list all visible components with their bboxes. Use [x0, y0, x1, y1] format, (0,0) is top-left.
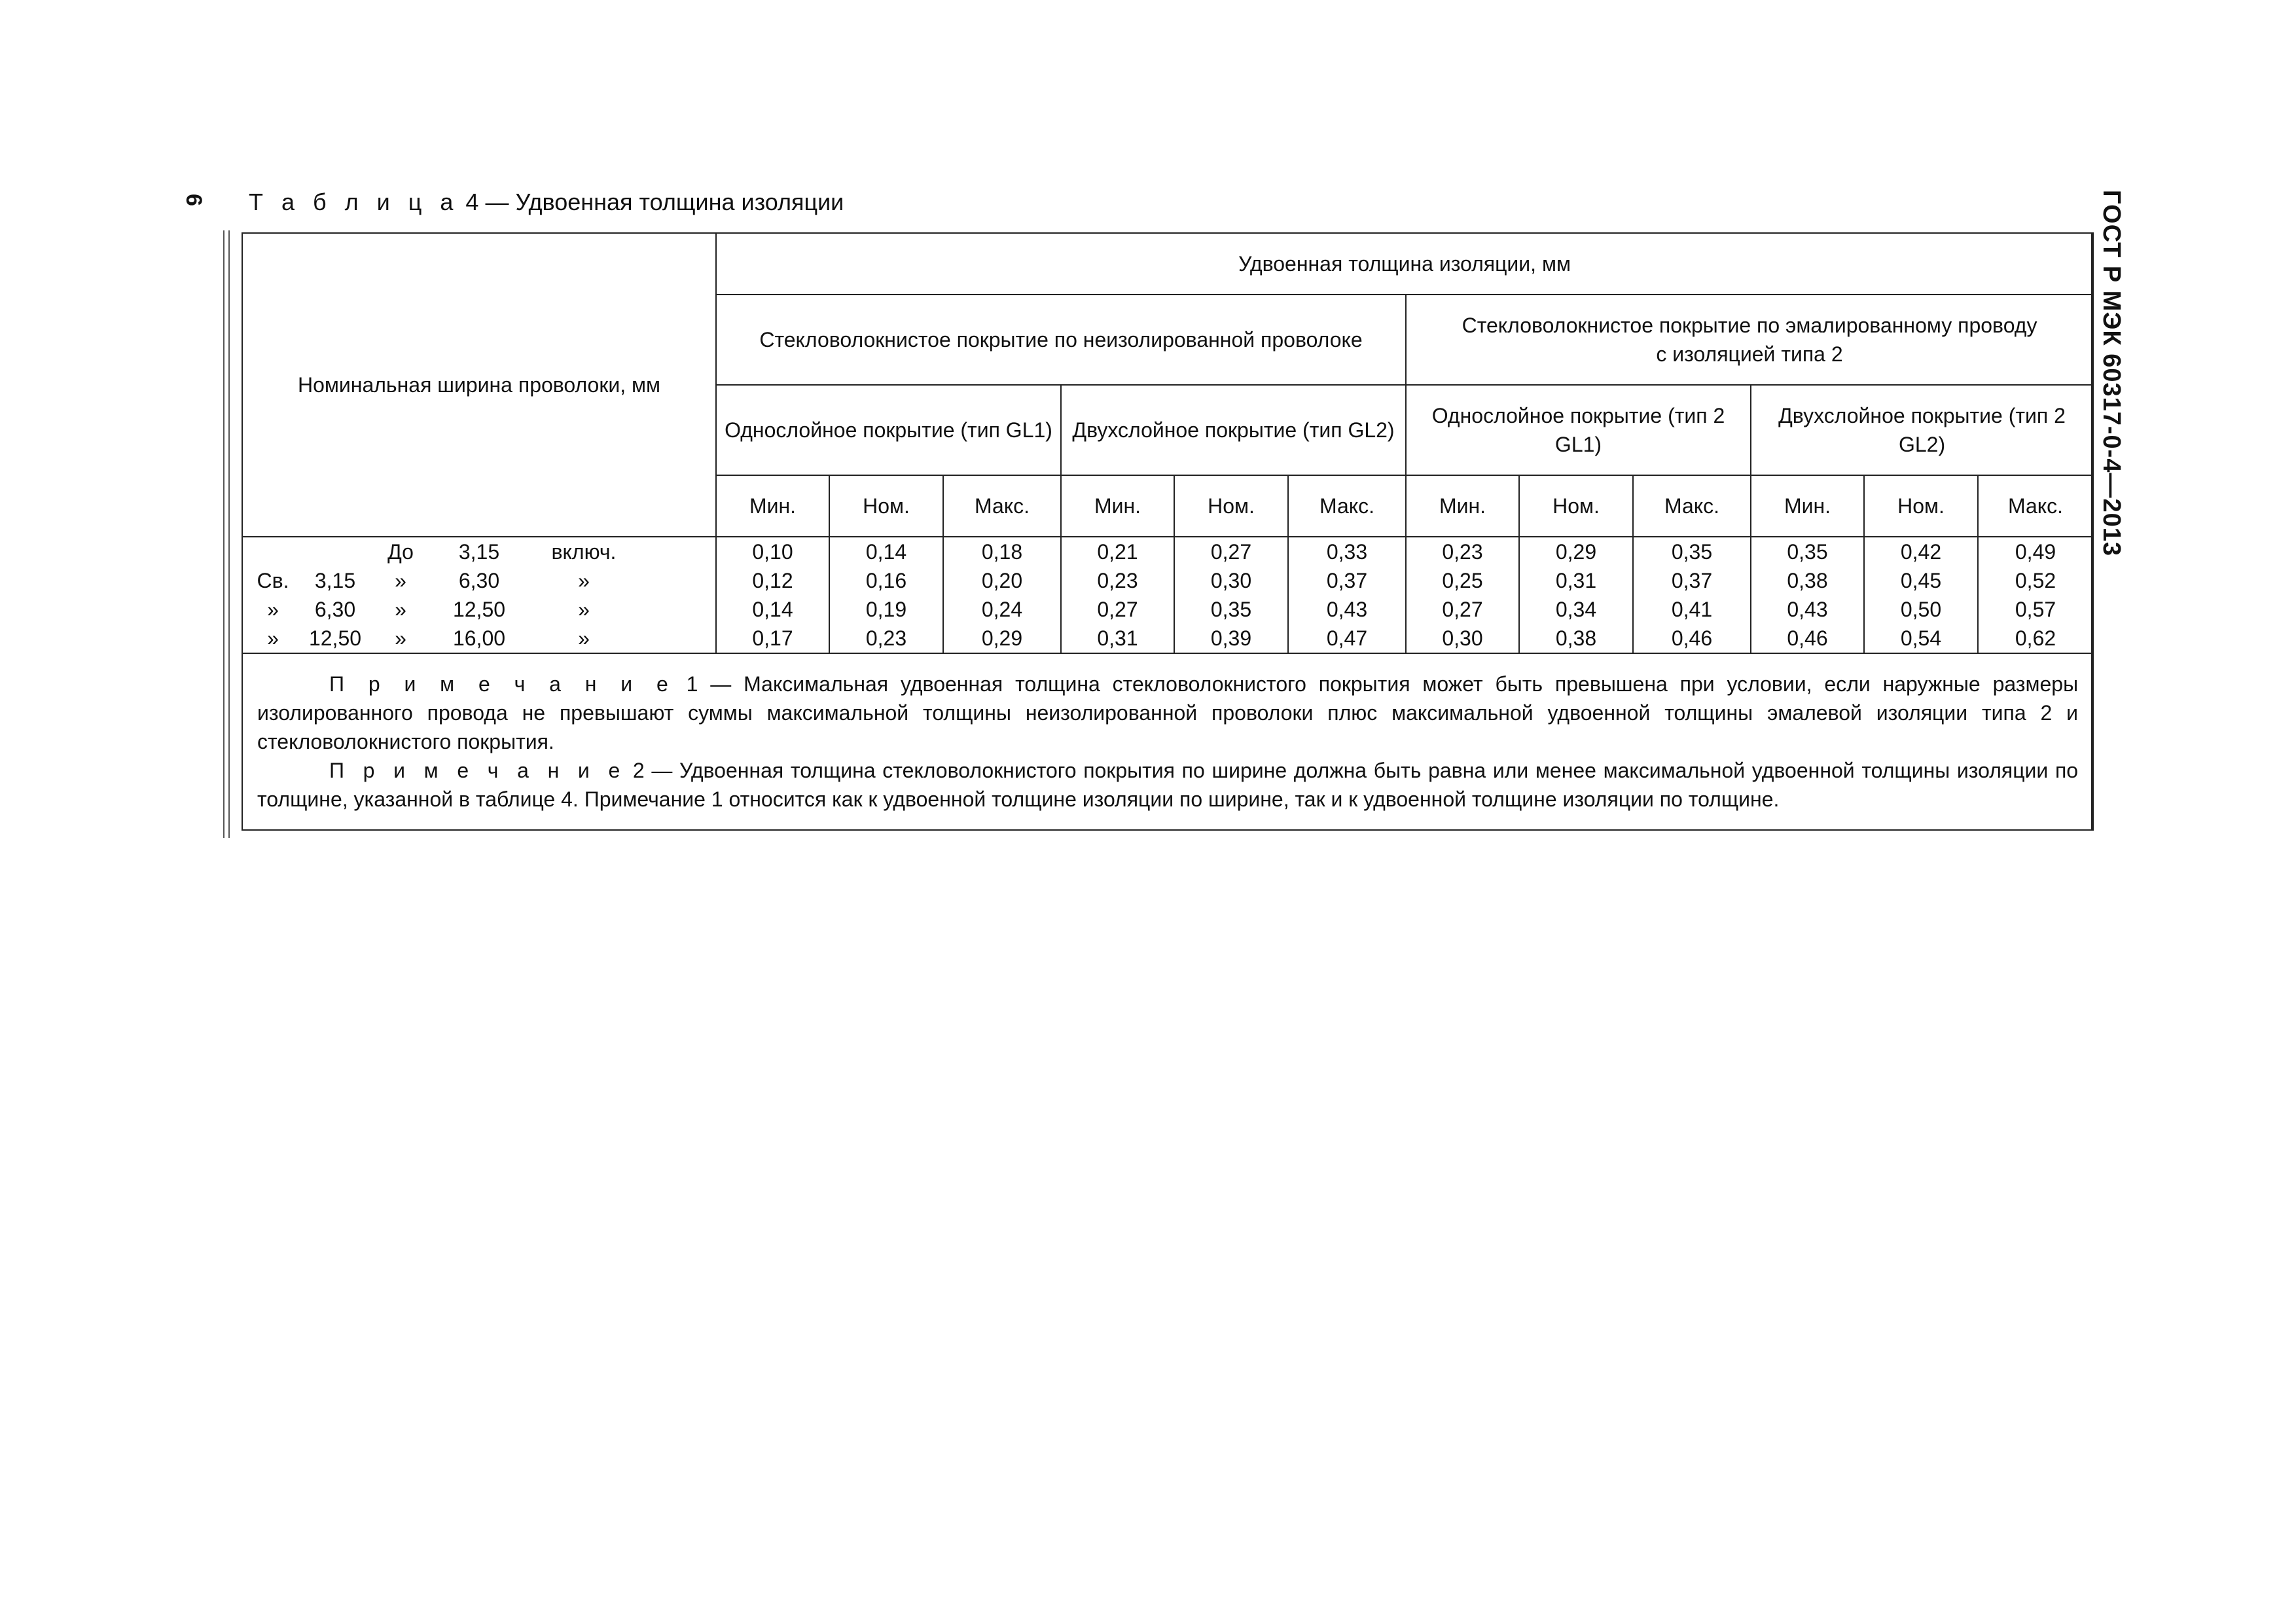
- value-cell: 0,35: [1210, 598, 1252, 621]
- width-prefix: Св.: [257, 569, 289, 592]
- value-cell: 0,27: [1097, 598, 1138, 621]
- header-nominal-width: Номинальная ширина проволоки, мм: [242, 233, 716, 537]
- width-prefix: »: [267, 626, 279, 650]
- note-1-text: 1 — Максимальная удвоенная толщина стекловолокнистого покрытия может быть превышена при условии, если наружные размеры изолированного провода не превышают суммы максимальной толщины неизолированной проволоки плюс максимальной удвоенной толщины эмалевой изоляции типа 2 и стекловолокнистого покрытия.: [257, 672, 2079, 753]
- value-cell: 0,14: [752, 598, 793, 621]
- header-double-thickness: Удвоенная толщина изоляции, мм: [716, 233, 2093, 295]
- value-cell: 0,62: [2015, 626, 2056, 650]
- value-cell: 0,25: [1442, 569, 1483, 592]
- value-cell: 0,34: [1555, 598, 1597, 621]
- value-cell: 0,31: [1097, 626, 1138, 650]
- header-sub-gl2: Двухслойное покрытие (тип GL2): [1061, 385, 1406, 475]
- width-value: 16,00: [452, 626, 506, 650]
- table-frame: [242, 232, 2092, 831]
- header-min: Мин.: [1406, 475, 1519, 537]
- value-cell: 0,23: [1097, 569, 1138, 592]
- width-from: 6,30: [314, 598, 356, 621]
- value-cell: 0,17: [752, 626, 793, 650]
- value-cell: 0,39: [1210, 626, 1252, 650]
- header-min: Мин.: [1061, 475, 1174, 537]
- binding-line: [223, 230, 224, 838]
- value-cell: 0,30: [1210, 569, 1252, 592]
- value-cell: 0,52: [2015, 569, 2056, 592]
- value-cell: 0,23: [865, 626, 907, 650]
- value-cell: 0,14: [865, 540, 907, 564]
- binding-line: [228, 230, 230, 838]
- table-caption-title: 4 — Удвоенная толщина изоляции: [465, 189, 844, 215]
- header-sub-gl1: Однослойное покрытие (тип GL1): [716, 385, 1061, 475]
- value-cell: 0,54: [1900, 626, 1942, 650]
- value-cell: 0,37: [1326, 569, 1368, 592]
- table-caption: [249, 189, 844, 216]
- value-cell: 0,46: [1671, 626, 1713, 650]
- header-group-bare-wire: Стекловолокнистое покрытие по неизолированной проволоке: [716, 295, 1406, 385]
- header-sub-type2-gl1: Однослойное покрытие (тип 2 GL1): [1406, 385, 1751, 475]
- note-2-text: 2 — Удвоенная толщина стекловолокнистого покрытия по ширине должна быть равна или менее максимальной удвоенной толщины изоляции по толщине, указанной в таблице 4. Примечание 1 относится как к удвоенной толщине изоляции по ширине, так и к удвоенной толщине изоляции по толщине.: [257, 759, 2079, 811]
- value-cell: 0,27: [1442, 598, 1483, 621]
- value-cell: 0,31: [1555, 569, 1597, 592]
- value-cell: 0,45: [1900, 569, 1942, 592]
- header-max: Макс.: [1633, 475, 1751, 537]
- width-to: »: [395, 626, 406, 650]
- value-cell: 0,43: [1326, 598, 1368, 621]
- value-cell: 0,41: [1671, 598, 1713, 621]
- width-unit: включ.: [551, 540, 617, 564]
- note-1-label: П р и м е ч а н и е: [329, 672, 674, 696]
- value-cell: 0,38: [1555, 626, 1597, 650]
- width-to: До: [387, 540, 414, 564]
- width-from: 3,15: [314, 569, 356, 592]
- width-prefix: »: [267, 598, 279, 621]
- value-cell: 0,37: [1671, 569, 1713, 592]
- value-cell: 0,21: [1097, 540, 1138, 564]
- table-caption-label: Т а б л и ц а: [249, 189, 459, 215]
- width-unit: »: [578, 598, 590, 621]
- header-nom: Ном.: [1864, 475, 1978, 537]
- value-cell: 0,42: [1900, 540, 1942, 564]
- width-value: 3,15: [458, 540, 500, 564]
- width-to: »: [395, 569, 406, 592]
- header-nom: Ном.: [829, 475, 943, 537]
- header-group-enamelled-line1: Стекловолокнистое покрытие по эмалированному проводу: [1462, 314, 2037, 337]
- value-cell: 0,29: [1555, 540, 1597, 564]
- width-to: »: [395, 598, 406, 621]
- value-cell: 0,24: [981, 598, 1023, 621]
- page-number: 6: [181, 194, 206, 206]
- width-value: 12,50: [452, 598, 506, 621]
- value-cell: 0,35: [1671, 540, 1713, 564]
- value-cell: 0,46: [1787, 626, 1828, 650]
- width-unit: »: [578, 569, 590, 592]
- value-cell: 0,33: [1326, 540, 1368, 564]
- width-value: 6,30: [458, 569, 500, 592]
- note-2-label: П р и м е ч а н и е: [329, 759, 626, 782]
- value-cell: 0,27: [1210, 540, 1252, 564]
- value-cell: 0,49: [2015, 540, 2056, 564]
- value-cell: 0,19: [865, 598, 907, 621]
- value-cell: 0,30: [1442, 626, 1483, 650]
- value-cell: 0,20: [981, 569, 1023, 592]
- header-nom: Ном.: [1174, 475, 1288, 537]
- value-cell: 0,18: [981, 540, 1023, 564]
- header-min: Мин.: [1751, 475, 1864, 537]
- header-max: Макс.: [943, 475, 1061, 537]
- document-code: ГОСТ Р МЭК 60317-0-4—2013: [2098, 190, 2125, 556]
- value-cell: 0,16: [865, 569, 907, 592]
- value-cell: 0,50: [1900, 598, 1942, 621]
- value-cell: 0,12: [752, 569, 793, 592]
- value-cell: 0,29: [981, 626, 1023, 650]
- value-cell: 0,38: [1787, 569, 1828, 592]
- value-cell: 0,10: [752, 540, 793, 564]
- header-max: Макс.: [1978, 475, 2093, 537]
- value-cell: 0,23: [1442, 540, 1483, 564]
- value-cell: 0,43: [1787, 598, 1828, 621]
- value-cell: 0,47: [1326, 626, 1368, 650]
- header-min: Мин.: [716, 475, 829, 537]
- header-nom: Ном.: [1519, 475, 1633, 537]
- width-unit: »: [578, 626, 590, 650]
- header-max: Макс.: [1288, 475, 1406, 537]
- value-cell: 0,35: [1787, 540, 1828, 564]
- header-sub-type2-gl2: Двухслойное покрытие (тип 2 GL2): [1751, 385, 2093, 475]
- width-from: 12,50: [308, 626, 362, 650]
- header-group-enamelled-line2: с изоляцией типа 2: [1656, 342, 1843, 366]
- value-cell: 0,57: [2015, 598, 2056, 621]
